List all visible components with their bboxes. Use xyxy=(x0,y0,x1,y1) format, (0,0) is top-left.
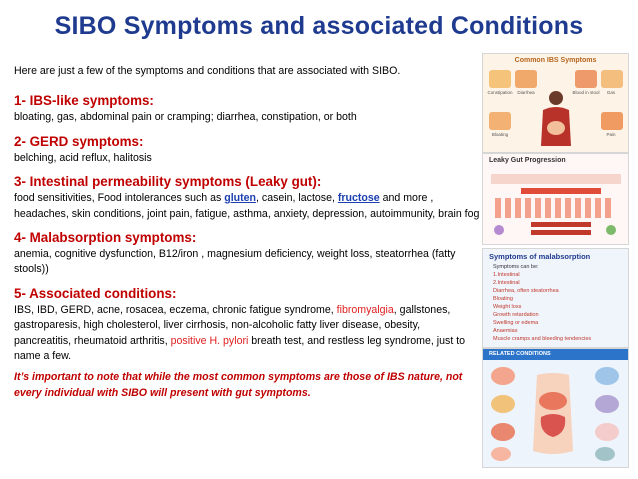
ibs-image-title: Common IBS Symptoms xyxy=(514,57,597,64)
h-pylori-highlight: positive H. pylori xyxy=(170,334,249,347)
section-heading-malabsorption: 4- Malabsorption symptoms: xyxy=(14,230,197,246)
ibs-symptoms-image xyxy=(482,53,629,153)
malabsorption-title: Symptoms of malabsorption xyxy=(489,252,591,261)
intro-text: Here are just a few of the symptoms and conditions that are associated with SIBO. xyxy=(14,65,401,77)
malabs-line: Swelling or edema xyxy=(493,320,539,326)
gluten-link[interactable]: gluten xyxy=(224,192,257,205)
text-span: IBS, IBD, GERD, acne, rosacea, eczema, chronic fatigue syndrome, xyxy=(14,303,337,316)
fibromyalgia-highlight: fibromyalgia xyxy=(336,303,394,316)
text-span: and more , headaches, skin conditions, joint pain, fatigue, asthma, anxiety, depression, autoimmunity, brain fog xyxy=(14,192,480,220)
leaky-gut-image xyxy=(482,153,629,245)
malabs-line: Weight loss xyxy=(493,304,522,310)
section-heading-associated: 5- Associated conditions: xyxy=(14,285,177,301)
gas-icon xyxy=(601,70,623,88)
section-heading-ibs: 1- IBS-like symptoms: xyxy=(14,93,154,109)
section-heading-gerd: 2- GERD symptoms: xyxy=(14,133,144,149)
organ-icon xyxy=(595,423,619,441)
organ-icon xyxy=(491,423,515,441)
fructose-link[interactable]: fructose xyxy=(337,192,380,205)
text-span: food sensitivities, Food intolerances such as xyxy=(14,192,225,205)
blood-icon xyxy=(575,70,597,88)
body-torso-icon xyxy=(527,371,579,457)
malabs-line: 1.Intestinal xyxy=(493,272,520,278)
text-span: , casein, lactose, xyxy=(256,192,338,205)
malabs-line: 2.Intestinal xyxy=(493,280,520,286)
organ-icon xyxy=(595,367,619,385)
malabs-line: Bloating xyxy=(493,296,513,302)
organ-icon xyxy=(491,395,515,413)
organ-icon xyxy=(491,367,515,385)
organ-icon xyxy=(595,395,619,413)
section-body-malabsorption: anemia, cognitive dysfunction, B12/iron , magnesium deficiency, weight loss, steatorrhea (fatty stools)) xyxy=(14,248,456,276)
related-conditions-title: RELATED CONDITIONS xyxy=(483,349,629,360)
page-title: SIBO Symptoms and associated Conditions xyxy=(54,12,584,40)
malabs-line: Growth retardation xyxy=(493,312,539,318)
section-body-associated xyxy=(14,303,480,365)
ibs-label: Constipation xyxy=(487,90,513,95)
main-content xyxy=(14,64,480,401)
ibs-label: Blood in stool xyxy=(572,90,600,95)
malabsorption-image xyxy=(482,248,629,348)
section-body-leaky-gut xyxy=(14,191,480,222)
section-heading-leaky-gut: 3- Intestinal permeability symptoms (Leaky gut): xyxy=(14,174,322,190)
ibs-label: Bloating xyxy=(491,132,509,137)
text-span: breath test, and restless leg syndrome, just to name a few. xyxy=(14,334,466,363)
related-conditions-image xyxy=(482,348,629,468)
diarrhea-icon xyxy=(515,70,537,88)
bloating-icon xyxy=(489,112,511,130)
organ-icon xyxy=(595,447,615,461)
malabs-line: Muscle cramps and bleeding tendencies xyxy=(493,336,592,342)
section-body-ibs: bloating, gas, abdominal pain or cramping; diarrhea, constipation, or both xyxy=(14,111,357,124)
person-illustration-icon xyxy=(531,88,581,148)
malabs-line: Anaemias xyxy=(493,328,518,334)
leaky-gut-title: Leaky Gut Progression xyxy=(489,157,566,164)
organ-icon xyxy=(491,447,511,461)
pain-icon xyxy=(601,112,623,130)
ibs-label: Gas xyxy=(606,90,616,95)
leaky-gut-diagram-icon xyxy=(491,168,621,240)
closing-note: It’s important to note that while the most common symptoms are those of IBS nature, not every individual with SIBO will present with gut symptoms. xyxy=(14,371,463,399)
text-span: , gallstones, gastroparesis, high cholesterol, liver cirrhosis, non-alcoholic fatty liver disease, obesity, pancreatitis, rheumatoid arthritis, xyxy=(14,303,451,347)
ibs-label: Diarrhea xyxy=(517,90,535,95)
malabs-line: Symptoms can be: xyxy=(493,264,539,270)
constipation-icon xyxy=(489,70,511,88)
malabs-line: Diarrhea, often steatorrhea xyxy=(493,288,559,294)
section-body-gerd: belching, acid reflux, halitosis xyxy=(14,151,152,164)
ibs-label: Pain xyxy=(606,132,616,137)
